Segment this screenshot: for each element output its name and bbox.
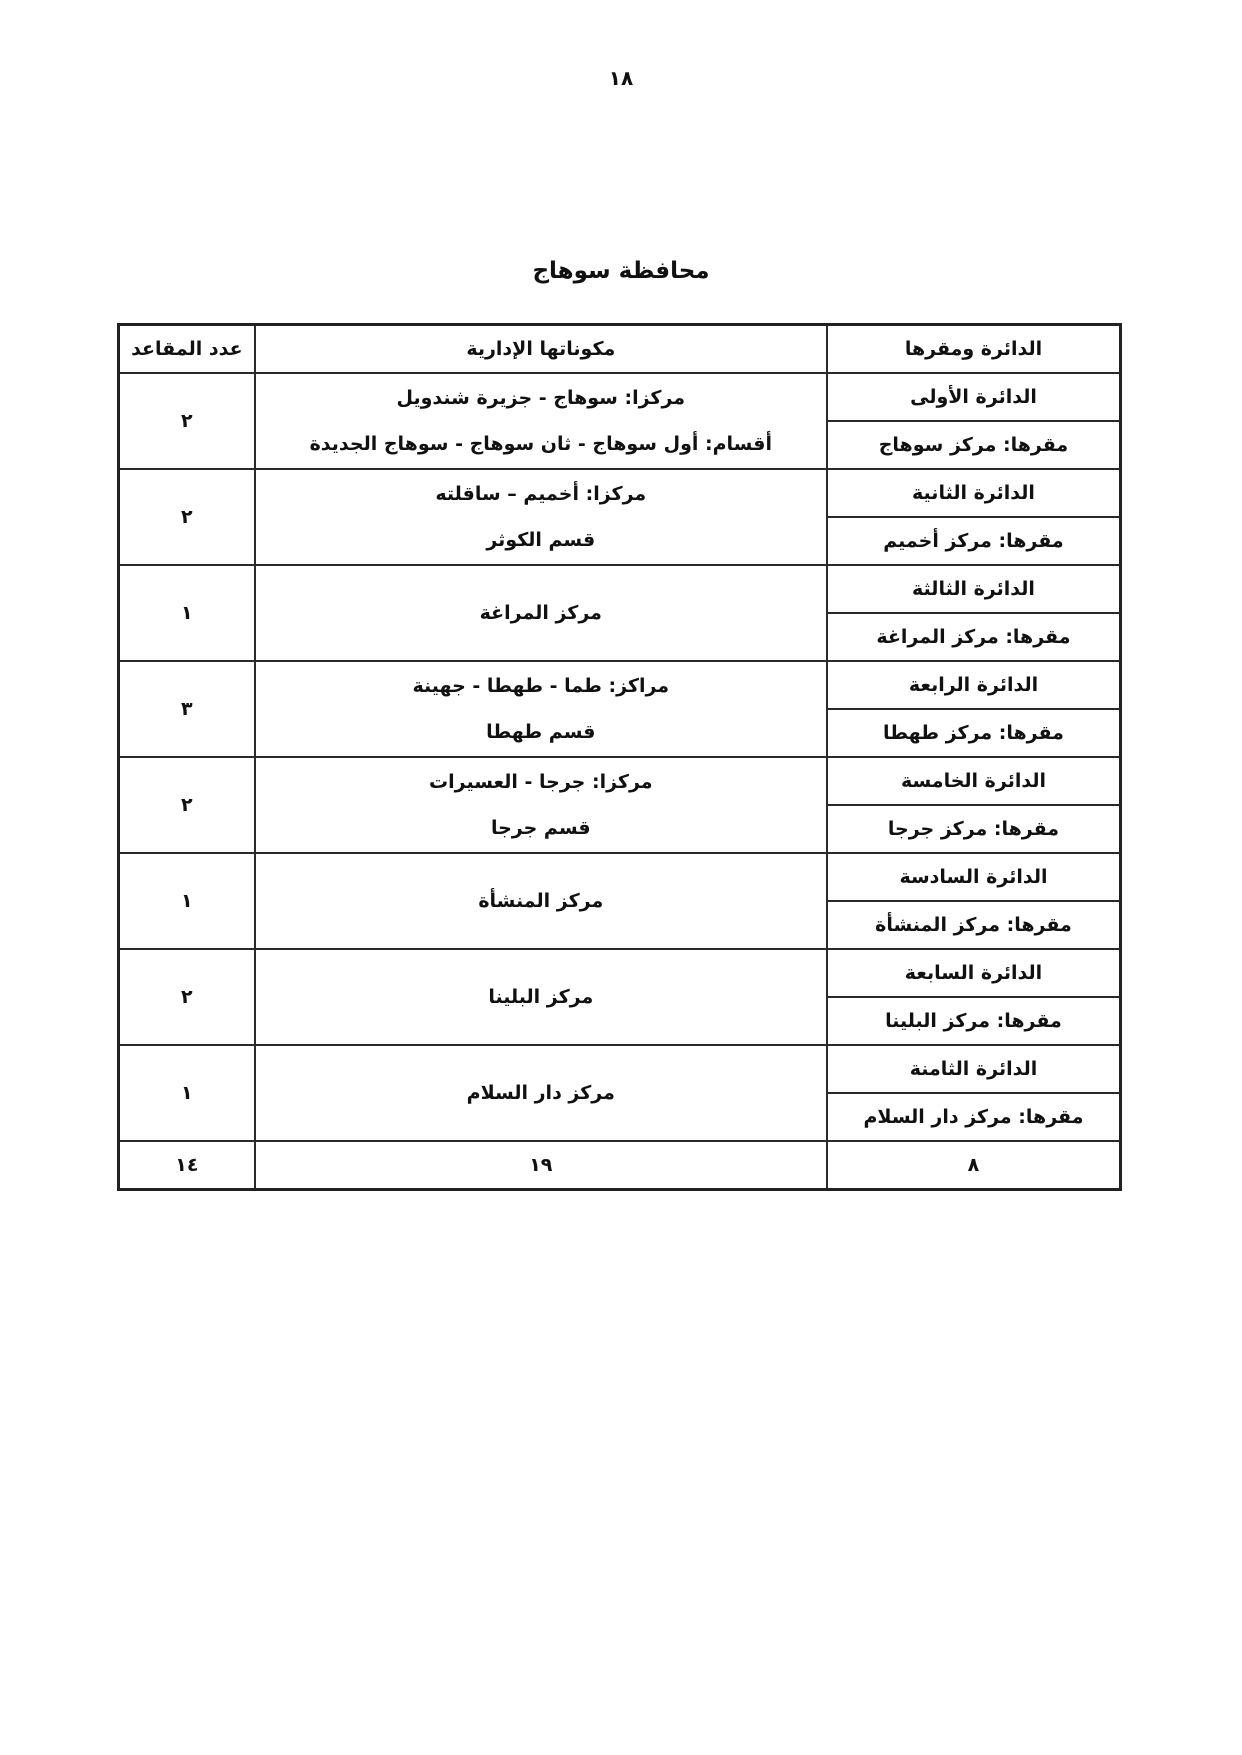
district-components [255, 853, 827, 949]
district-seat: مقرها: مركز البلينا [827, 997, 1121, 1045]
district-seats: ٢ [119, 757, 255, 853]
district-seat: مقرها: مركز أخميم [827, 517, 1121, 565]
district-seats: ١ [119, 1045, 255, 1141]
district-seats: ٣ [119, 661, 255, 757]
district-seat: مقرها: مركز جرجا [827, 805, 1121, 853]
table-row [119, 949, 1121, 997]
district-components [255, 757, 827, 853]
district-seat: مقرها: مركز دار السلام [827, 1093, 1121, 1141]
component-line: مركز البلينا [488, 986, 594, 1008]
district-name: الدائرة الخامسة [827, 757, 1121, 805]
district-components [255, 661, 827, 757]
table-row [119, 661, 1121, 709]
district-components [255, 373, 827, 469]
page-number: ١٨ [608, 66, 634, 90]
district-name: الدائرة السادسة [827, 853, 1121, 901]
header-district: الدائرة ومقرها [827, 325, 1121, 374]
component-line: قسم الكوثر [486, 529, 596, 551]
district-seats: ٢ [119, 373, 255, 469]
district-components [255, 1045, 827, 1141]
district-seat: مقرها: مركز طهطا [827, 709, 1121, 757]
district-seat: مقرها: مركز المنشأة [827, 901, 1121, 949]
district-name: الدائرة السابعة [827, 949, 1121, 997]
district-seats: ١ [119, 565, 255, 661]
component-line: قسم طهطا [486, 721, 596, 743]
component-line: مركز المراغة [479, 602, 602, 624]
component-line: مركز المنشأة [478, 890, 604, 912]
component-line: أقسام: أول سوهاج - ثان سوهاج - سوهاج الجديدة [309, 433, 772, 455]
table-row [119, 565, 1121, 613]
table-header-row [119, 325, 1121, 374]
total-districts: ٨ [827, 1141, 1121, 1190]
table-row [119, 1045, 1121, 1093]
table-row [119, 469, 1121, 517]
district-seat: مقرها: مركز سوهاج [827, 421, 1121, 469]
district-seats: ٢ [119, 949, 255, 1045]
district-seat: مقرها: مركز المراغة [827, 613, 1121, 661]
district-components [255, 469, 827, 565]
district-name: الدائرة الثامنة [827, 1045, 1121, 1093]
totals-row [119, 1141, 1121, 1190]
table-row [119, 373, 1121, 421]
district-name: الدائرة الرابعة [827, 661, 1121, 709]
header-seats: عدد المقاعد [119, 325, 255, 374]
district-components [255, 949, 827, 1045]
header-components: مكوناتها الإدارية [255, 325, 827, 374]
districts-table [117, 323, 1122, 1191]
district-name: الدائرة الأولى [827, 373, 1121, 421]
total-components: ١٩ [255, 1141, 827, 1190]
component-line: مركزا: أخميم – ساقلته [435, 483, 647, 505]
component-line: مركزا: جرجا - العسيرات [429, 771, 653, 793]
page-title: محافظة سوهاج [532, 258, 710, 284]
district-components [255, 565, 827, 661]
district-name: الدائرة الثانية [827, 469, 1121, 517]
table-row [119, 757, 1121, 805]
component-line: مركز دار السلام [466, 1082, 615, 1104]
total-seats: ١٤ [119, 1141, 255, 1190]
district-seats: ١ [119, 853, 255, 949]
district-name: الدائرة الثالثة [827, 565, 1121, 613]
district-seats: ٢ [119, 469, 255, 565]
table-row [119, 853, 1121, 901]
component-line: مراكز: طما - طهطا - جهينة [412, 675, 670, 697]
component-line: مركزا: سوهاج - جزيرة شندويل [396, 387, 686, 409]
component-line: قسم جرجا [490, 817, 591, 839]
